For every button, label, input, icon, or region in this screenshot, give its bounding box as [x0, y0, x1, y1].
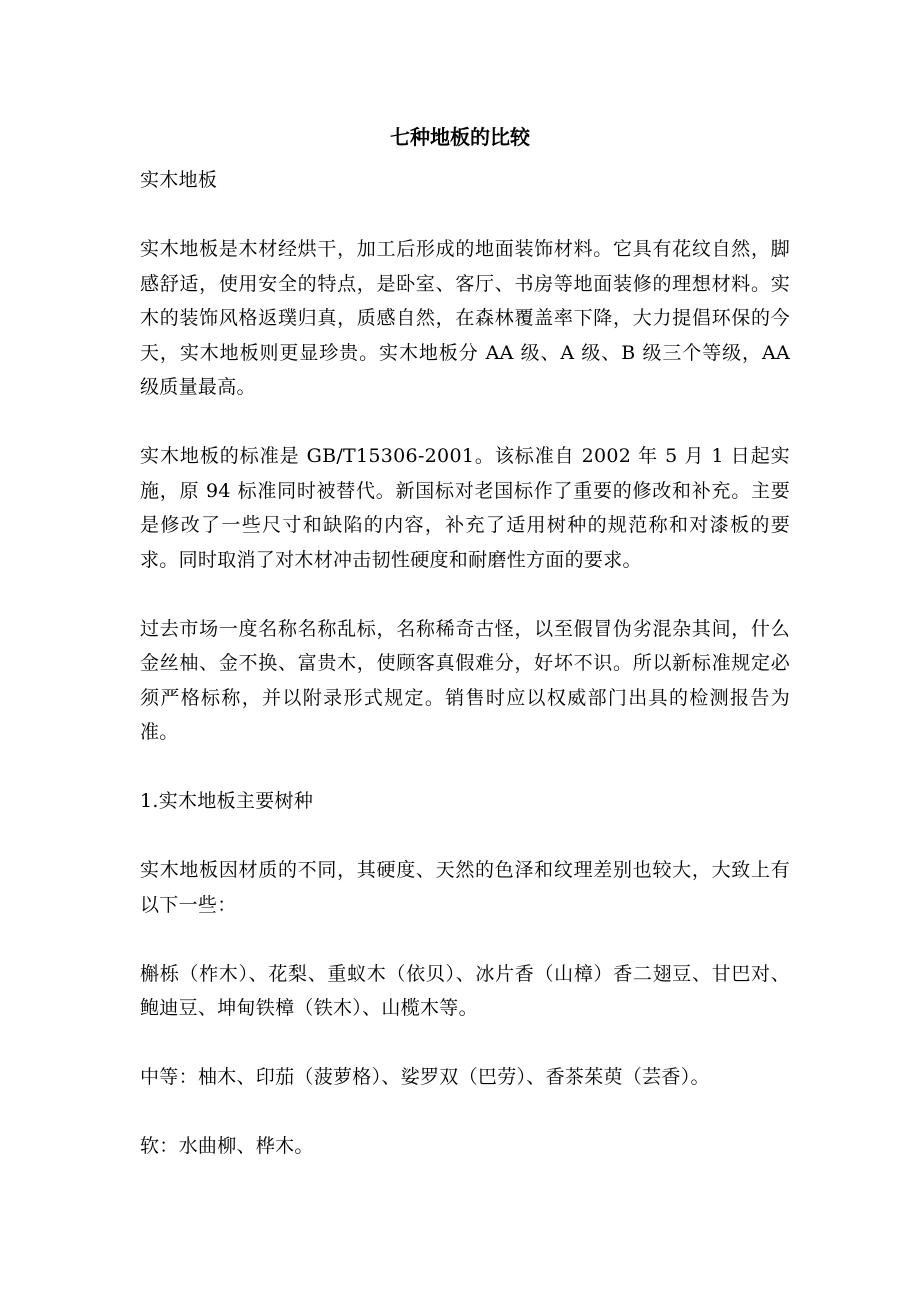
paragraph-spacer: [140, 405, 790, 440]
subsection-heading: 1.实木地板主要树种: [140, 790, 314, 812]
paragraph-spacer: [140, 198, 790, 233]
paragraph: 实木地板因材质的不同，其硬度、天然的色泽和纹理差别也较大，大致上有以下一些：: [140, 859, 790, 916]
paragraph-spacer: [140, 1026, 790, 1061]
document-body: [140, 163, 790, 1164]
paragraph-spacer: [140, 1095, 790, 1130]
document-title: 七种地板的比较: [390, 125, 530, 149]
paragraph: 过去市场一度名称名称乱标，名称稀奇古怪，以至假冒伪劣混杂其间，什么金丝柚、金不换、富贵木，使顾客真假难分，好坏不识。所以新标准规定必须严格标称，并以附录形式规定。销售时应以权威部门出具的检测报告为准。: [140, 617, 790, 743]
paragraph: 中等：柚木、印茄（菠萝格）、娑罗双（巴劳）、香茶茱萸（芸香）。: [140, 1066, 710, 1088]
paragraph-spacer: [140, 750, 790, 785]
paragraph-spacer: [140, 577, 790, 612]
paragraph: 实木地板是木材经烘干，加工后形成的地面装饰材料。它具有花纹自然，脚感舒适，使用安全的特点，是卧室、客厅、书房等地面装修的理想材料。实木的装饰风格返璞归真，质感自然，在森林覆盖率下降，大力提倡环保的今天，实木地板则更显珍贵。实木地板分 AA 级、A 级、B 级三个等级，AA 级质量最高。: [140, 238, 790, 398]
paragraph: 软：水曲柳、桦木。: [140, 1135, 314, 1157]
section-heading: 实木地板: [140, 169, 218, 191]
paragraph: 槲栎（柞木）、花梨、重蚁木（依贝）、冰片香（山樟）香二翅豆、甘巴对、鲍迪豆、坤甸铁樟（铁木）、山榄木等。: [140, 962, 790, 1019]
paragraph: 实木地板的标准是 GB/T15306-2001。该标准自 2002 年 5 月 1 日起实施，原 94 标准同时被替代。新国标对老国标作了重要的修改和补充。主要是修改了一些尺寸和缺陷的内容，补充了适用树种的规范称和对漆板的要求。同时取消了对木材冲击韧性硬度和耐磨性方面的要求。: [140, 445, 790, 571]
paragraph-spacer: [140, 922, 790, 957]
paragraph-spacer: [140, 819, 790, 854]
